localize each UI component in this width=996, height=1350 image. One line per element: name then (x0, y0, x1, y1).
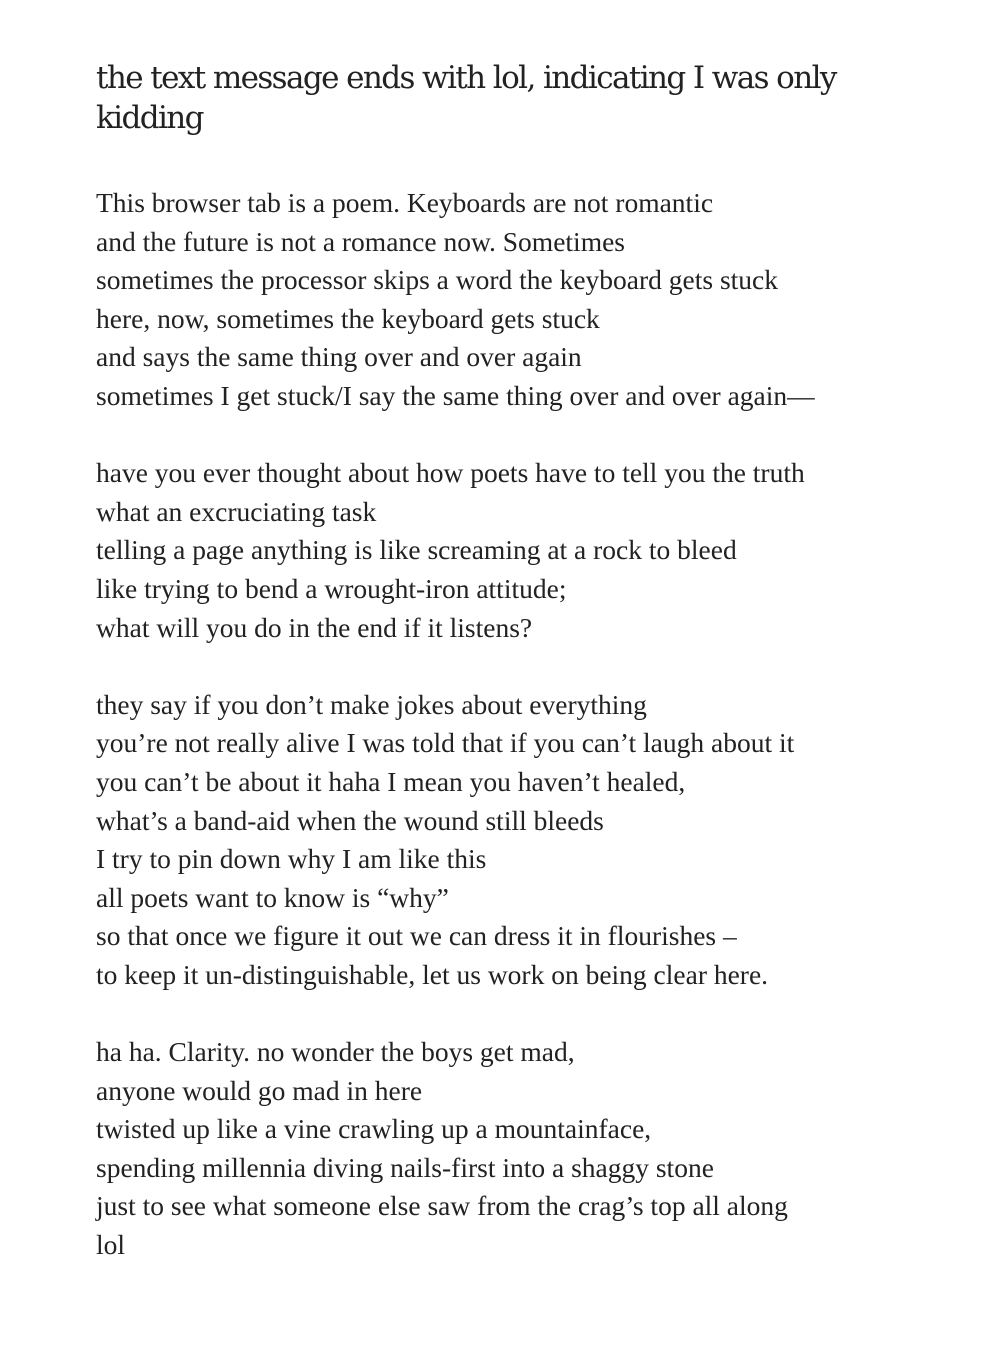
stanza (96, 1033, 916, 1265)
poem-line: telling a page anything is like screaming at a rock to bleed (96, 534, 737, 566)
poem-line: and the future is not a romance now. Sometimes (96, 225, 625, 257)
poem-line: ha ha. Clarity. no wonder the boys get mad, (96, 1036, 575, 1068)
poem-line: so that once we figure it out we can dress it in flourishes – (96, 920, 737, 952)
poem-body (96, 184, 916, 1265)
poem-line: you’re not really alive I was told that if you can’t laugh about it (96, 727, 795, 759)
poem-line: what an excruciating task (96, 495, 377, 527)
poem-line: to keep it un-distinguishable, let us work on being clear here. (96, 958, 769, 990)
poem-line: like trying to bend a wrought-iron attitude; (96, 572, 567, 604)
poem-line: This browser tab is a poem. Keyboards are not romantic (96, 187, 714, 218)
stanza (96, 184, 916, 416)
poem-line: spending millennia diving nails-first into a shaggy stone (96, 1151, 714, 1183)
poem-line: all poets want to know is “why” (96, 881, 449, 913)
stanza (96, 686, 916, 995)
poem-line: sometimes the processor skips a word the keyboard gets stuck (96, 264, 779, 296)
poem-line: have you ever thought about how poets have to tell you the truth (96, 457, 805, 489)
poem-line: what will you do in the end if it listens? (96, 611, 533, 643)
poem-line: anyone would go mad in here (96, 1074, 423, 1106)
poem-line: they say if you don’t make jokes about everything (96, 688, 647, 720)
poem-line: twisted up like a vine crawling up a mountainface, (96, 1113, 652, 1145)
poem-title: the text message ends with lol, indicating I was only kidding (96, 60, 836, 136)
poem-line: just to see what someone else saw from the crag’s top all along (96, 1190, 788, 1222)
poem-line: and says the same thing over and over again (96, 341, 582, 373)
poem-line: I try to pin down why I am like this (96, 843, 487, 875)
poem-page (96, 58, 916, 1303)
poem-line: here, now, sometimes the keyboard gets stuck (96, 302, 600, 334)
poem-line: lol (96, 1229, 126, 1261)
poem-line: sometimes I get stuck/I say the same thing over and over again— (96, 379, 815, 411)
poem-line: you can’t be about it haha I mean you haven’t healed, (96, 765, 686, 797)
poem-line: what’s a band-aid when the wound still bleeds (96, 804, 604, 836)
stanza (96, 454, 916, 647)
